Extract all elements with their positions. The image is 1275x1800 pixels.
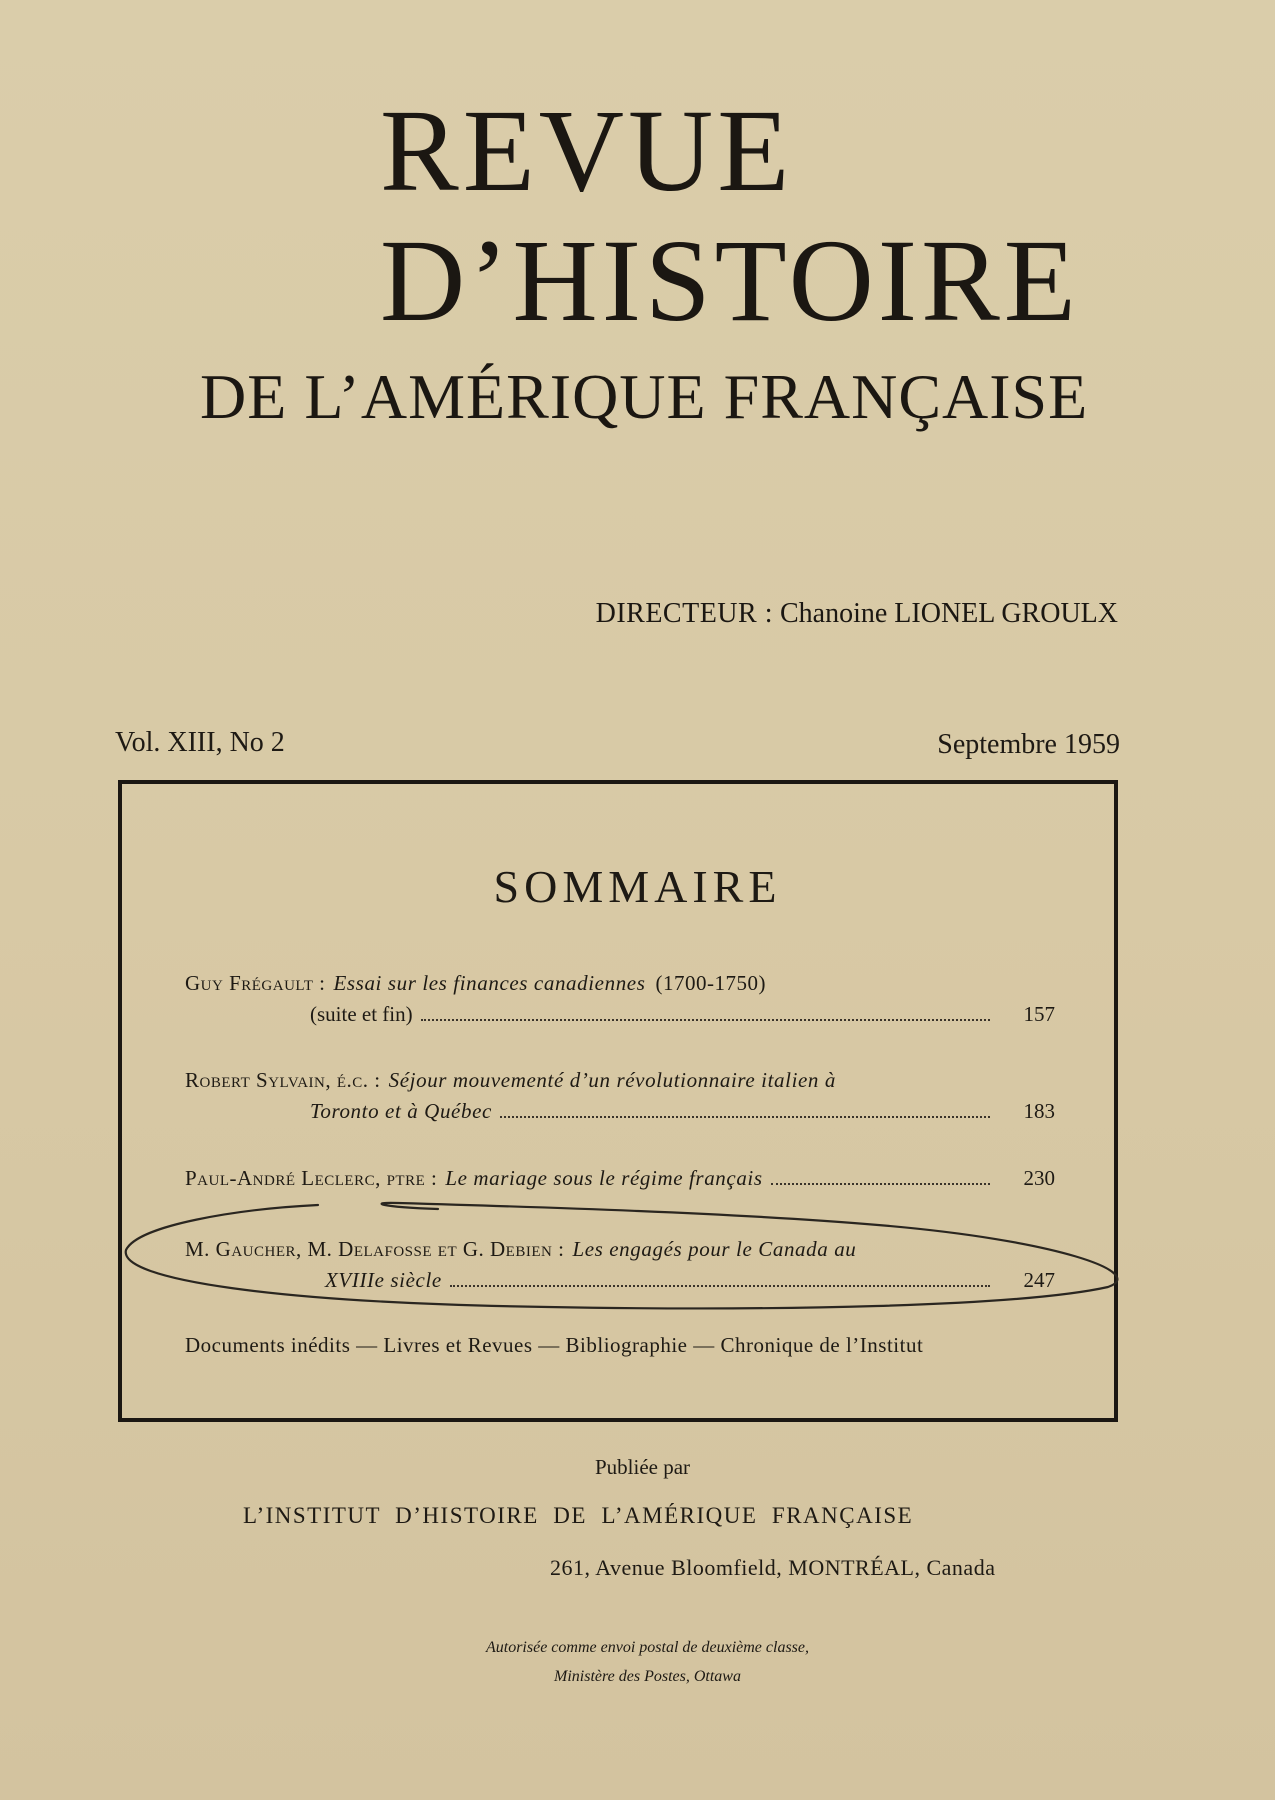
directeur-name: Chanoine LIONEL GROULX xyxy=(779,598,1118,629)
toc-title-dates: (1700-1750) xyxy=(655,971,766,995)
sommaire-sections: Documents inédits — Livres et Revues — Bibliographie — Chronique de l’Institut xyxy=(185,1333,924,1357)
issue-volume: Vol. XIII, No 2 xyxy=(115,727,285,758)
toc-page-number: 247 xyxy=(1023,1268,1055,1292)
directeur-label: DIRECTEUR : xyxy=(595,598,773,629)
toc-title: Séjour mouvementé d’un révolutionnaire italien à xyxy=(388,1068,836,1092)
journal-title-line1: REVUE xyxy=(380,85,794,216)
postal-line1: Autorisée comme envoi postal de deuxième classe, xyxy=(485,1639,809,1656)
handdrawn-circle-annotation xyxy=(118,1195,1128,1315)
toc-page-number: 157 xyxy=(1023,1002,1055,1026)
leader-dots xyxy=(771,1183,990,1185)
postal-line2: Ministère des Postes, Ottawa xyxy=(554,1668,741,1685)
toc-author: M. Gaucher, M. Delafosse et G. Debien : xyxy=(185,1237,565,1261)
journal-title-line3: DE L’AMÉRIQUE FRANÇAISE xyxy=(200,361,1089,432)
sommaire-heading: SOMMAIRE xyxy=(493,861,782,912)
toc-title-cont: (suite et fin) xyxy=(310,1002,413,1026)
publisher-institute: L’INSTITUT D’HISTOIRE DE L’AMÉRIQUE FRANÇAISE xyxy=(243,1503,914,1528)
toc-title: Essai sur les finances canadiennes xyxy=(333,971,646,995)
toc-author: Robert Sylvain, é.c. : xyxy=(185,1068,381,1092)
directeur-line xyxy=(596,598,1118,630)
toc-title: Les engagés pour le Canada au xyxy=(572,1237,857,1261)
toc-title: Le mariage sous le régime français xyxy=(445,1166,763,1190)
toc-entry xyxy=(185,1163,1055,1194)
leader-dots xyxy=(500,1116,990,1118)
toc-author: Guy Frégault : xyxy=(185,971,326,995)
issue-date: Septembre 1959 xyxy=(937,729,1120,760)
postal-notice xyxy=(0,1633,1275,1691)
toc-entry xyxy=(185,1065,1055,1127)
journal-title-line2: D’HISTOIRE xyxy=(380,215,1080,346)
published-by: Publiée par xyxy=(594,1455,691,1479)
leader-dots xyxy=(421,1019,990,1021)
toc-title-cont: XVIIIe siècle xyxy=(325,1268,442,1292)
publisher-address: 261, Avenue Bloomfield, MONTRÉAL, Canada xyxy=(550,1555,996,1580)
toc-entry xyxy=(185,968,1055,1030)
toc-title-cont: Toronto et à Québec xyxy=(310,1099,492,1123)
toc-page-number: 230 xyxy=(1023,1166,1055,1190)
toc-page-number: 183 xyxy=(1023,1099,1055,1123)
toc-author: Paul-André Leclerc, ptre : xyxy=(185,1166,438,1190)
